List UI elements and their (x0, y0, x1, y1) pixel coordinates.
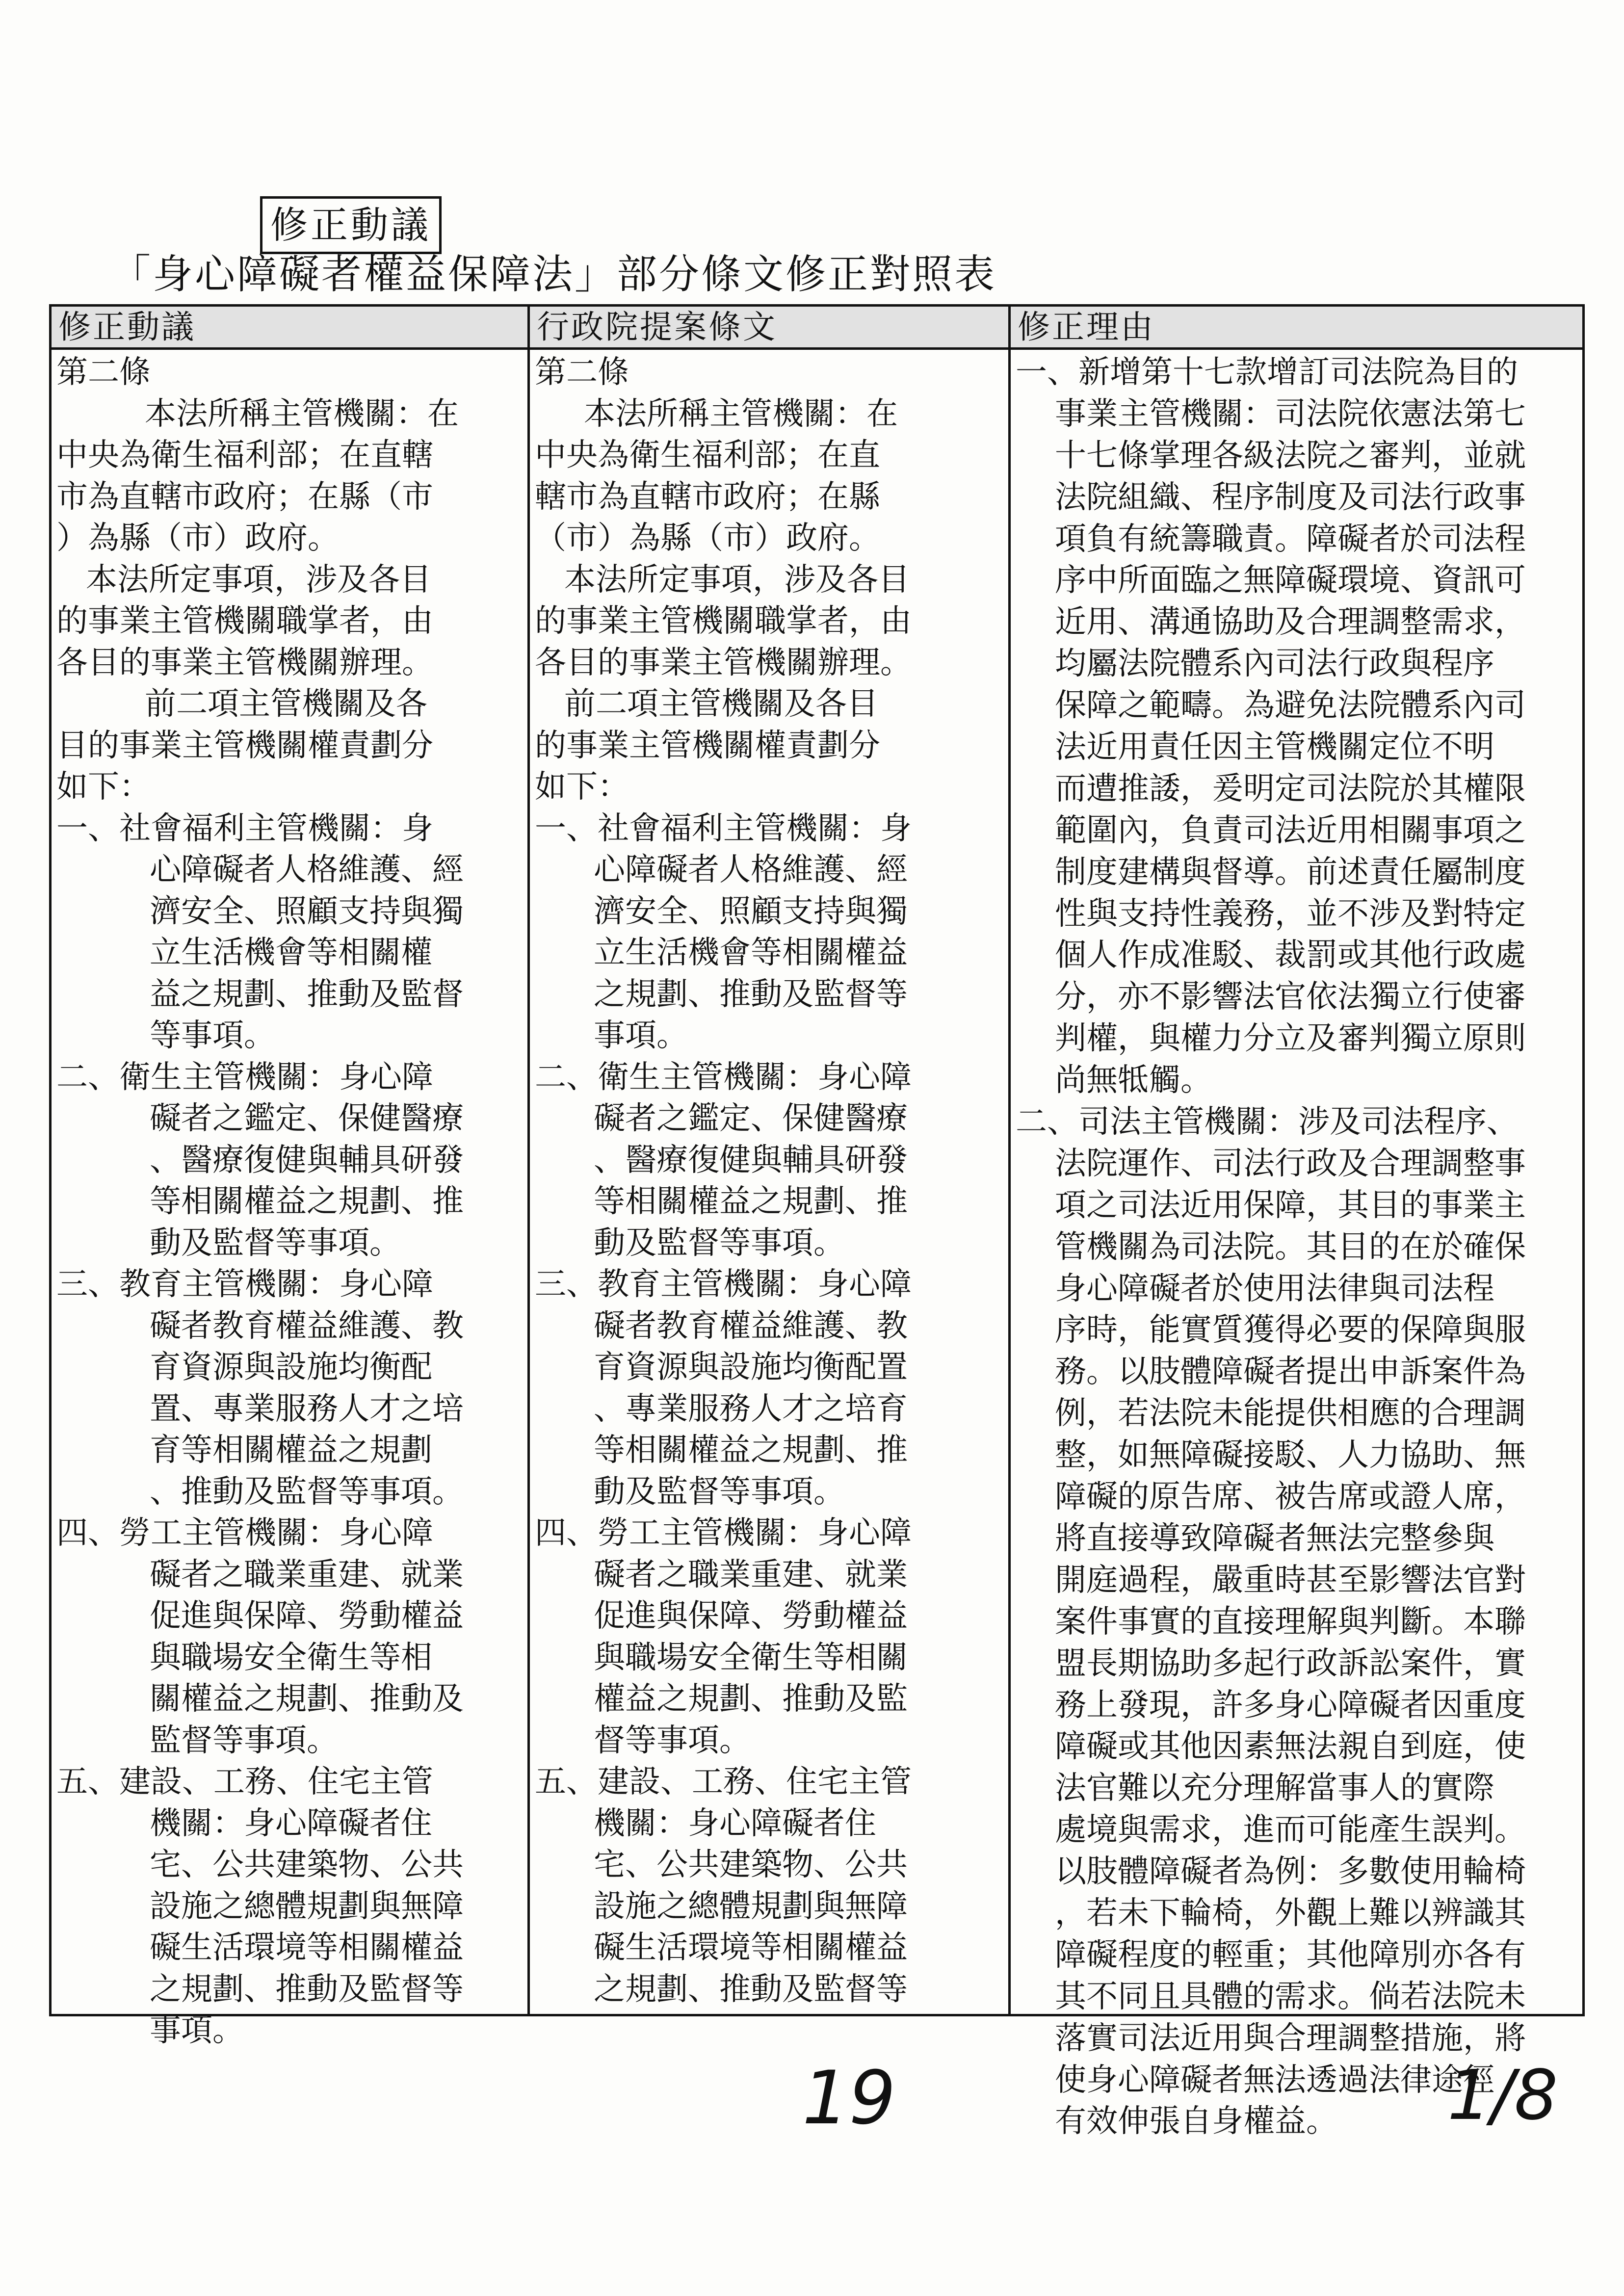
text-line: 管機關為司法院。其目的在於確保 (1055, 1228, 1526, 1265)
text-line: 障礙或其他因素無法親自到庭，使 (1055, 1728, 1526, 1765)
text-line: 本法所稱主管機關：在 (584, 395, 898, 432)
text-line: 的事業主管機關職掌者，由 (56, 603, 433, 639)
list-item: 五、建設、工務、住宅主管 (535, 1764, 912, 1800)
text-line: 、專業服務人才之培育 (594, 1390, 908, 1427)
text-line: 判權，與權力分立及審判獨立原則 (1055, 1020, 1526, 1057)
text-line: 個人作成准駁、裁罰或其他行政處 (1055, 937, 1526, 974)
text-line: 等相關權益之規劃、推 (150, 1183, 464, 1220)
page-fraction: 1/8 (1447, 2056, 1558, 2136)
text-line: 務上發現，許多身心障礙者因重度 (1055, 1687, 1526, 1723)
text-line: 將直接導致障礙者無法完整參與 (1055, 1520, 1494, 1557)
text-line: 礙者教育權益維護、教 (150, 1307, 464, 1344)
text-line: 各目的事業主管機關辦理。 (56, 644, 433, 681)
text-line: 各目的事業主管機關辦理。 (535, 644, 912, 681)
list-item: 一、社會福利主管機關：身 (56, 810, 433, 847)
text-line: 而遭推諉，爰明定司法院於其權限 (1055, 770, 1526, 807)
header-executive: 行政院提案條文 (530, 307, 1008, 350)
header-amendment: 修正動議 (52, 307, 527, 350)
header-reason: 修正理由 (1011, 307, 1582, 350)
text-line: 均屬法院體系內司法行政與程序 (1055, 646, 1494, 682)
text-line: 、推動及監督等事項。 (150, 1473, 464, 1510)
text-line: 育資源與設施均衡配 (150, 1349, 432, 1385)
text-line: 權益之規劃、推動及監 (594, 1681, 908, 1717)
text-line: 障礙的原告席、被告席或證人席， (1055, 1479, 1526, 1515)
text-line: 項負有統籌職責。障礙者於司法程 (1055, 521, 1526, 557)
text-line: 育等相關權益之規劃 (150, 1432, 432, 1468)
text-line: 等相關權益之規劃、推 (594, 1183, 908, 1220)
text-line: 等相關權益之規劃、推 (594, 1432, 908, 1468)
list-item: 二、衛生主管機關：身心障 (535, 1059, 912, 1096)
text-line: 開庭過程，嚴重時甚至影響法官對 (1055, 1562, 1526, 1598)
list-item: 三、教育主管機關：身心障 (56, 1266, 433, 1303)
text-line: 轄市為直轄市政府；在縣 (535, 478, 880, 515)
text-line: 礙生活環境等相關權益 (150, 1930, 464, 1966)
list-item: 五、建設、工務、住宅主管 (56, 1764, 433, 1800)
text-line: 本法所定事項，涉及各目 (564, 561, 910, 598)
text-line: 立生活機會等相關權益 (594, 935, 908, 971)
text-line: 分，亦不影響法官依法獨立行使審 (1055, 979, 1526, 1016)
text-line: 育資源與設施均衡配置 (594, 1349, 908, 1385)
text-line: 序中所面臨之無障礙環境、資訊可 (1055, 562, 1526, 599)
list-item: 一、新增第十七款增訂司法院為目的 (1016, 354, 1518, 391)
text-line: 盟長期協助多起行政訴訟案件，實 (1055, 1645, 1526, 1682)
text-line: 礙者之鑑定、保健醫療 (150, 1100, 464, 1137)
text-line: 機關：身心障礙者住 (150, 1805, 432, 1842)
text-line: 法近用責任因主管機關定位不明 (1055, 729, 1494, 766)
text-line: 其不同且具體的需求。倘若法院未 (1055, 1978, 1526, 2015)
text-line: 與職場安全衛生等相 (150, 1639, 432, 1676)
text-line: 範圍內，負責司法近用相關事項之 (1055, 812, 1526, 849)
text-line: 之規劃、推動及監督等 (150, 1971, 464, 2008)
text-line: 序時，能實質獲得必要的保障與服 (1055, 1312, 1526, 1349)
text-line: 處境與需求，進而可能產生誤判。 (1055, 1812, 1526, 1849)
text-line: 整，如無障礙接駁、人力協助、無 (1055, 1437, 1526, 1474)
text-line: 宅、公共建築物、公共 (150, 1847, 464, 1883)
text-line: 與職場安全衛生等相關 (594, 1639, 908, 1676)
text-line: 關權益之規劃、推動及 (150, 1681, 464, 1717)
text-line: 之規劃、推動及監督等 (594, 1971, 908, 2008)
text-line: 第二條 (56, 354, 151, 391)
text-line: 促進與保障、勞動權益 (150, 1598, 464, 1634)
text-line: 置、專業服務人才之培 (150, 1390, 464, 1427)
text-line: 事業主管機關：司法院依憲法第七 (1055, 395, 1526, 432)
text-line: 使身心障礙者無法透過法律途徑 (1055, 2061, 1494, 2098)
text-line: 濟安全、照顧支持與獨 (150, 893, 464, 930)
text-line: 的事業主管機關權責劃分 (535, 727, 880, 764)
text-line: 心障礙者人格維護、經 (594, 852, 908, 888)
text-line: 促進與保障、勞動權益 (594, 1598, 908, 1634)
list-item: 四、勞工主管機關：身心障 (56, 1515, 433, 1551)
text-line: 等事項。 (150, 1018, 275, 1054)
text-line: 近用、溝通協助及合理調整需求， (1055, 604, 1526, 641)
text-line: 如下： (56, 769, 151, 805)
text-line: 事項。 (594, 1018, 688, 1054)
text-line: 落實司法近用與合理調整措施，將 (1055, 2020, 1526, 2057)
text-line: 的事業主管機關職掌者，由 (535, 603, 912, 639)
text-line: 礙生活環境等相關權益 (594, 1930, 908, 1966)
text-line: 礙者教育權益維護、教 (594, 1307, 908, 1344)
text-line: 動及監督等事項。 (150, 1225, 401, 1261)
list-item: 一、社會福利主管機關：身 (535, 810, 912, 847)
text-line: 項之司法近用保障，其目的事業主 (1055, 1187, 1526, 1224)
text-line: 礙者之鑑定、保健醫療 (594, 1100, 908, 1137)
text-line: 案件事實的直接理解與判斷。本聯 (1055, 1603, 1526, 1640)
text-line: 法官難以充分理解當事人的實際 (1055, 1770, 1494, 1807)
text-line: 立生活機會等相關權 (150, 935, 432, 971)
text-line: ）為縣（市）政府。 (56, 520, 339, 556)
text-line: 十七條掌理各級法院之審判，並就 (1055, 437, 1526, 474)
text-line: 濟安全、照顧支持與獨 (594, 893, 908, 930)
list-item: 二、司法主管機關：涉及司法程序、 (1016, 1104, 1518, 1141)
text-line: 第二條 (535, 354, 629, 391)
text-line: 益之規劃、推動及監督 (150, 976, 464, 1013)
text-line: 督等事項。 (594, 1722, 751, 1759)
text-line: 保障之範疇。為避免法院體系內司 (1055, 687, 1526, 724)
text-line: 有效伸張自身權益。 (1055, 2103, 1337, 2140)
text-line: 制度建構與督導。前述責任屬制度 (1055, 854, 1526, 890)
text-line: 機關：身心障礙者住 (594, 1805, 876, 1842)
amendment-column (52, 350, 527, 2049)
executive-column (530, 350, 1008, 2014)
text-line: 障礙程度的輕重；其他障別亦各有 (1055, 1936, 1526, 1973)
list-item: 四、勞工主管機關：身心障 (535, 1515, 912, 1551)
text-line: 設施之總體規劃與無障 (594, 1888, 908, 1925)
text-line: ，若未下輪椅，外觀上難以辨識其 (1055, 1895, 1526, 1931)
text-line: 前二項主管機關及各目 (564, 686, 878, 722)
page-number: 19 (802, 2056, 896, 2141)
text-line: 、醫療復健與輔具研發 (150, 1142, 464, 1178)
text-line: 法院組織、程序制度及司法行政事 (1055, 479, 1526, 516)
motion-label-box: 修正動議 (260, 196, 442, 254)
text-line: 法院運作、司法行政及合理調整事 (1055, 1145, 1526, 1182)
text-line: 以肢體障礙者為例：多數使用輪椅 (1055, 1853, 1526, 1890)
text-line: （市）為縣（市）政府。 (535, 520, 880, 556)
text-line: 宅、公共建築物、公共 (594, 1847, 908, 1883)
text-line: 中央為衛生福利部；在直轄 (56, 437, 433, 473)
text-line: 尚無牴觸。 (1055, 1062, 1212, 1099)
text-line: 礙者之職業重建、就業 (150, 1556, 464, 1593)
text-line: 本法所定事項，涉及各目 (86, 561, 431, 598)
list-item: 二、衛生主管機關：身心障 (56, 1059, 433, 1096)
text-line: 身心障礙者於使用法律與司法程 (1055, 1270, 1494, 1307)
text-line: 、醫療復健與輔具研發 (594, 1142, 908, 1178)
text-line: 務。以肢體障礙者提出申訴案件為 (1055, 1354, 1526, 1390)
text-line: 本法所稱主管機關：在 (145, 395, 459, 432)
text-line: 礙者之職業重建、就業 (594, 1556, 908, 1593)
text-line: 心障礙者人格維護、經 (150, 852, 464, 888)
text-line: 前二項主管機關及各 (145, 686, 427, 722)
text-line: 設施之總體規劃與無障 (150, 1888, 464, 1925)
text-line: 目的事業主管機關權責劃分 (56, 727, 433, 764)
text-line: 性與支持性義務，並不涉及對特定 (1055, 895, 1526, 932)
text-line: 中央為衛生福利部；在直 (535, 437, 880, 473)
text-line: 監督等事項。 (150, 1722, 338, 1759)
text-line: 如下： (535, 769, 629, 805)
text-line: 動及監督等事項。 (594, 1473, 845, 1510)
text-line: 事項。 (150, 2012, 244, 2049)
text-line: 之規劃、推動及監督等 (594, 976, 908, 1013)
text-line: 例，若法院未能提供相應的合理調 (1055, 1395, 1526, 1432)
text-line: 市為直轄市政府；在縣（市 (56, 478, 433, 515)
text-line: 動及監督等事項。 (594, 1225, 845, 1261)
list-item: 三、教育主管機關：身心障 (535, 1266, 912, 1303)
document-title: 「身心障礙者權益保障法」部分條文修正對照表 (110, 251, 997, 298)
